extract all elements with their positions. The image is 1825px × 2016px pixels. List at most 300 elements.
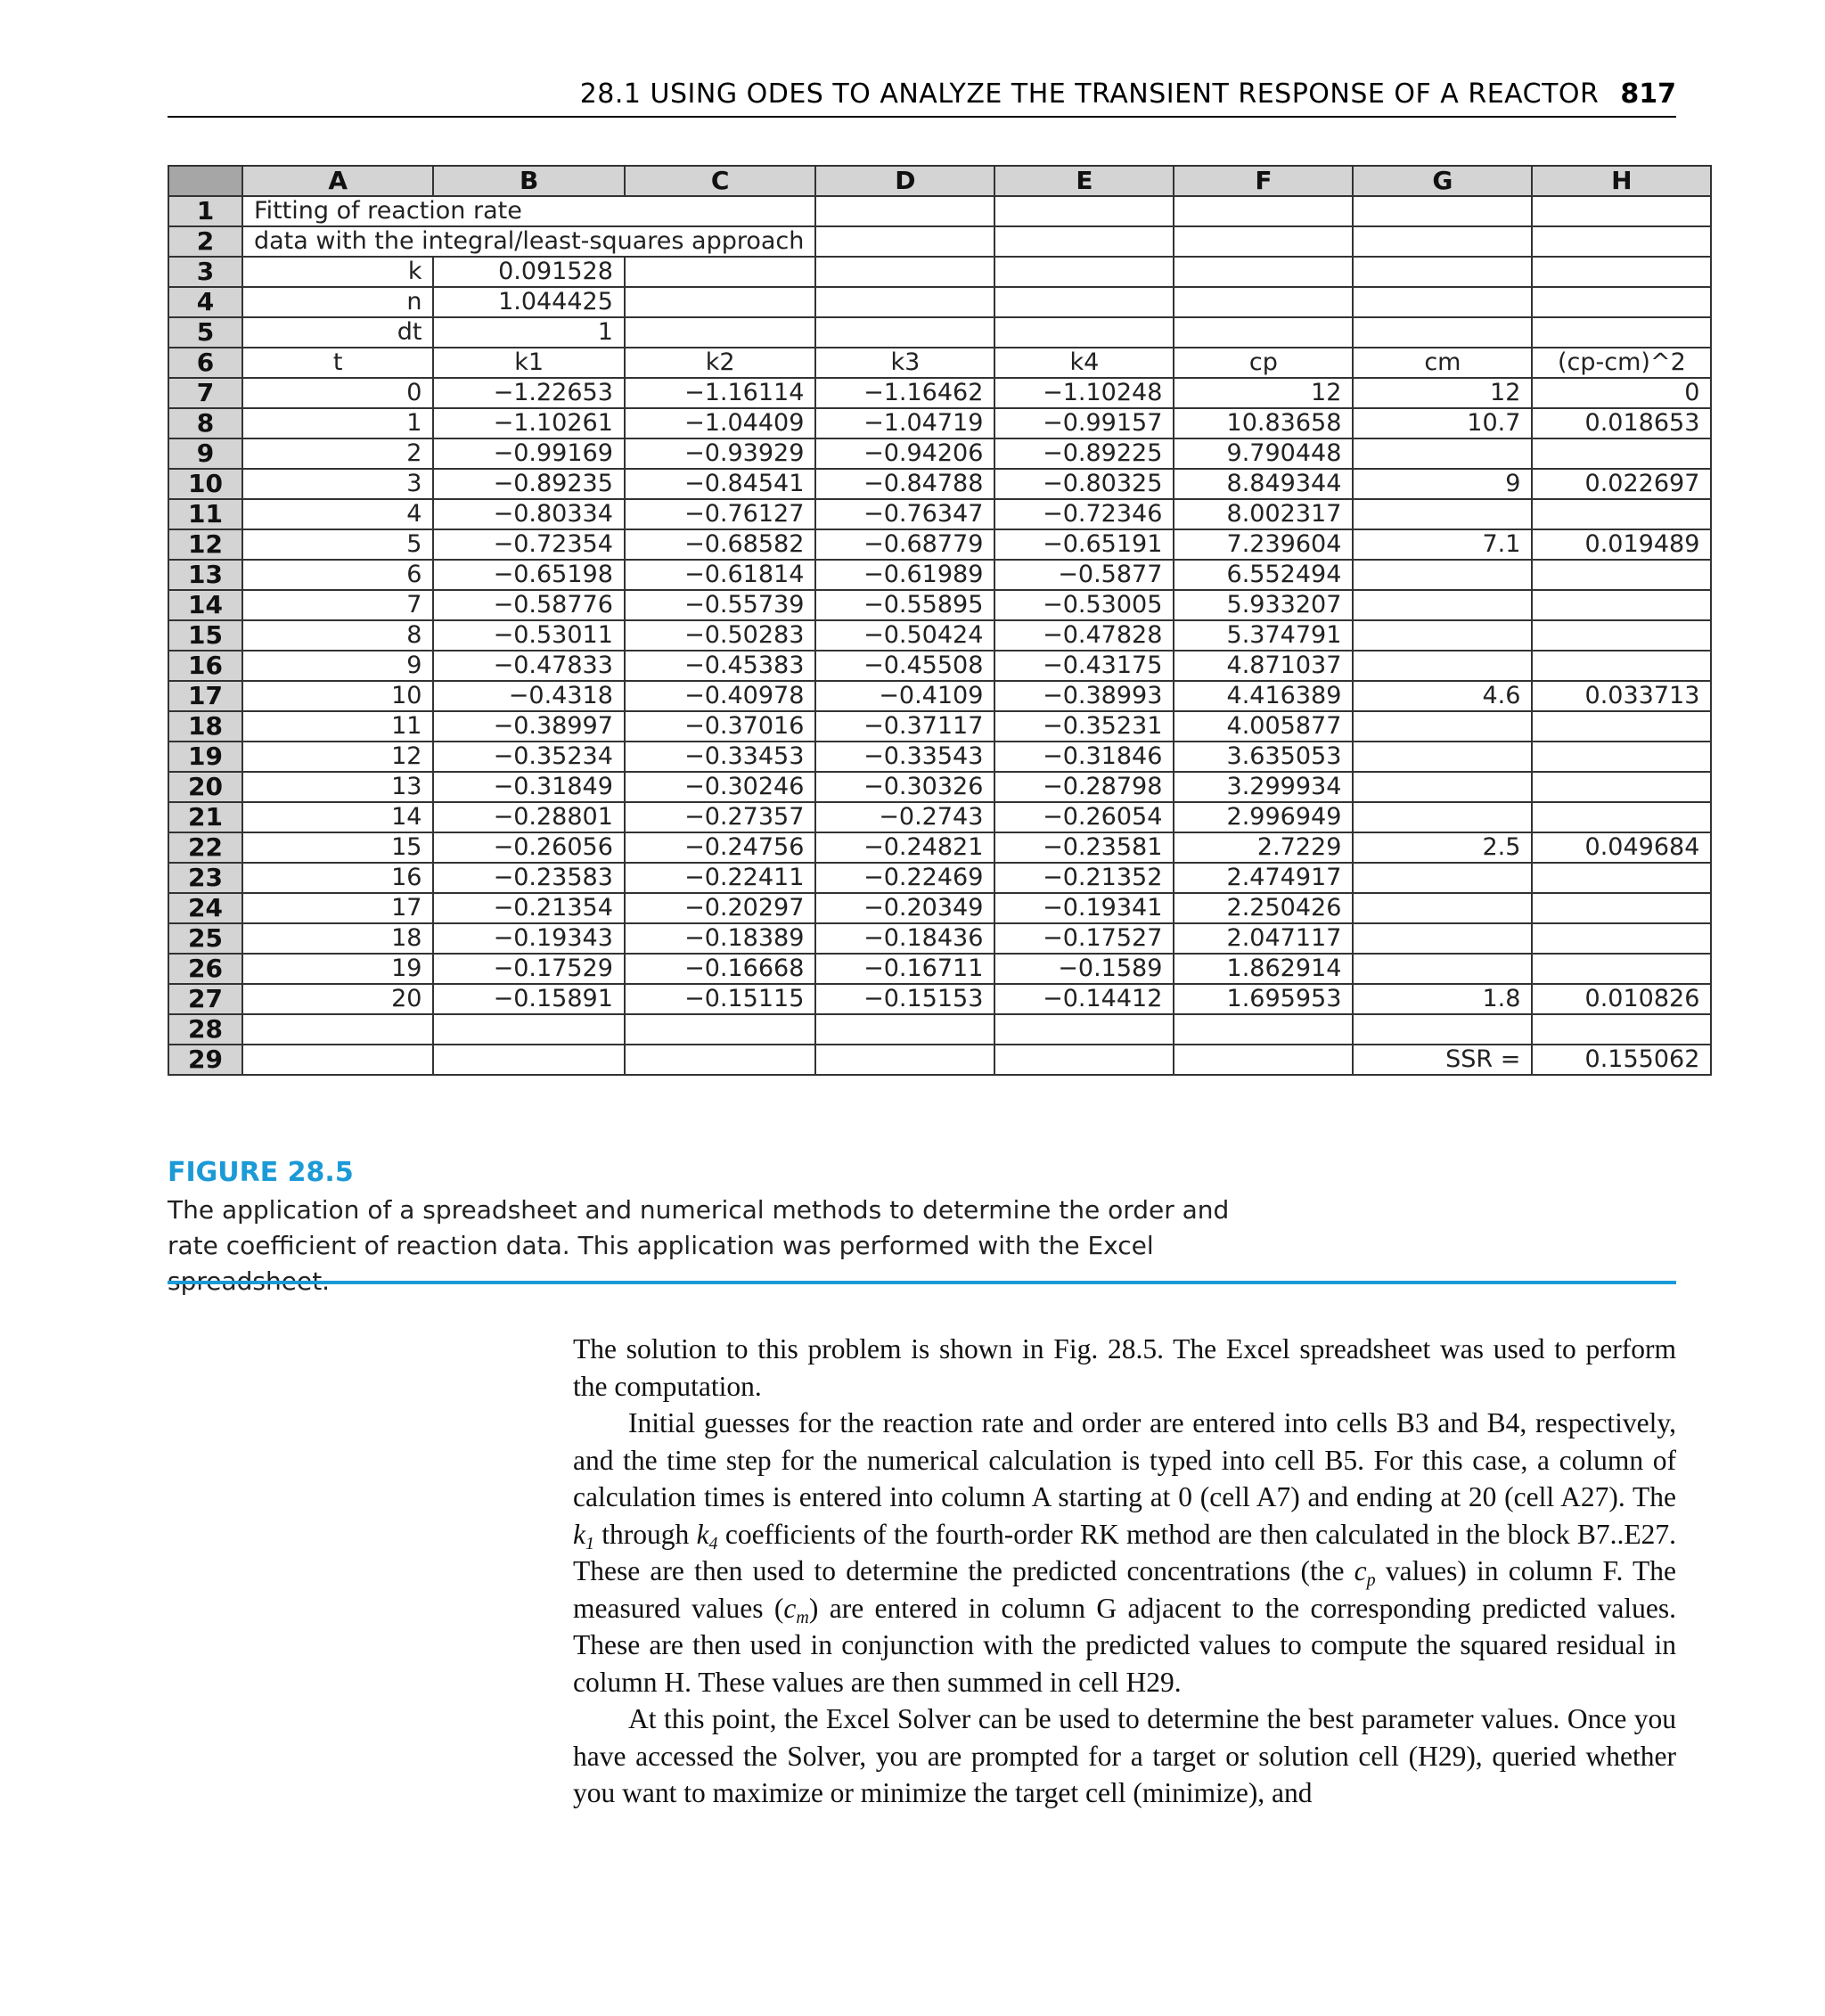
table-cell: 0 (242, 378, 433, 408)
table-cell: −0.1589 (994, 954, 1174, 984)
row-header: 2 (168, 226, 242, 257)
title-line-2: data with the integral/least-squares approach (242, 226, 815, 257)
table-cell: 10.83658 (1174, 408, 1353, 438)
empty-cell (1532, 590, 1711, 620)
table-cell: −0.24821 (815, 832, 994, 863)
symbol-k4: $k_4$ (696, 1518, 718, 1553)
column-label: cp (1174, 348, 1353, 378)
empty-cell (1353, 711, 1532, 742)
paragraph-2-text-c: coefficients of the fourth-order RK method are then calculated in the block B7..E27. These are then used to determine the predicted concentrations (the (573, 1518, 1676, 1586)
table-cell: −0.15891 (433, 984, 624, 1014)
table-cell: 12 (242, 742, 433, 772)
table-row (168, 257, 1711, 287)
empty-cell (994, 257, 1174, 287)
column-label: k2 (625, 348, 815, 378)
row-header: 4 (168, 287, 242, 317)
symbol-k1: $k_1$ (573, 1518, 594, 1553)
empty-cell (994, 196, 1174, 226)
empty-cell (1174, 1045, 1353, 1075)
empty-cell (1353, 954, 1532, 984)
table-cell: 5 (242, 529, 433, 560)
table-cell: −0.4318 (433, 681, 624, 711)
table-cell: 0.033713 (1532, 681, 1711, 711)
empty-cell (1353, 499, 1532, 529)
empty-cell (1353, 560, 1532, 590)
table-cell: 6.552494 (1174, 560, 1353, 590)
table-cell: 3.299934 (1174, 772, 1353, 802)
paragraph-2-text-a: Initial guesses for the reaction rate and order are entered into cells B3 and B4, respectively, and the time step for the numerical calculation is typed into cell B5. For this case, a column of calculation times is entered into column A starting at 0 (cell A7) and ending at 20 (cell A27). The (573, 1407, 1676, 1512)
table-row (168, 560, 1711, 590)
row-header: 24 (168, 893, 242, 923)
table-cell: 1.695953 (1174, 984, 1353, 1014)
row-header: 13 (168, 560, 242, 590)
table-cell: 20 (242, 984, 433, 1014)
symbol-cm: $c_m$ (783, 1592, 809, 1627)
ssr-label: SSR = (1353, 1045, 1532, 1075)
row-header: 8 (168, 408, 242, 438)
empty-cell (815, 1014, 994, 1045)
empty-cell (1532, 954, 1711, 984)
table-row (168, 681, 1711, 711)
table-cell: 2 (242, 438, 433, 469)
table-row (168, 287, 1711, 317)
table-cell: −0.23581 (994, 832, 1174, 863)
table-cell: −0.27357 (625, 802, 815, 832)
table-row (168, 469, 1711, 499)
table-cell: 8.849344 (1174, 469, 1353, 499)
table-cell: 12 (1174, 378, 1353, 408)
empty-cell (1353, 1014, 1532, 1045)
row-header: 26 (168, 954, 242, 984)
table-row (168, 348, 1711, 378)
table-cell: 9 (242, 651, 433, 681)
column-header-d: D (815, 166, 994, 196)
chapter-section-title: 28.1 USING ODES TO ANALYZE THE TRANSIENT RESPONSE OF A REACTOR (579, 78, 1600, 110)
caption-divider (168, 1281, 1676, 1284)
table-cell: 1.8 (1353, 984, 1532, 1014)
table-cell: −0.53005 (994, 590, 1174, 620)
row-header: 10 (168, 469, 242, 499)
empty-cell (1532, 863, 1711, 893)
table-cell: −0.84541 (625, 469, 815, 499)
table-row (168, 408, 1711, 438)
table-cell: −0.30326 (815, 772, 994, 802)
table-cell: −0.5877 (994, 560, 1174, 590)
column-header-h: H (1532, 166, 1711, 196)
table-cell: 1 (242, 408, 433, 438)
table-cell: 4.871037 (1174, 651, 1353, 681)
table-cell: −0.31849 (433, 772, 624, 802)
table-cell: −0.31846 (994, 742, 1174, 772)
table-cell: −1.22653 (433, 378, 624, 408)
paragraph-2-text-b: through (593, 1518, 697, 1550)
row-header: 3 (168, 257, 242, 287)
column-header-f: F (1174, 166, 1353, 196)
table-cell: −1.10261 (433, 408, 624, 438)
row-header: 21 (168, 802, 242, 832)
empty-cell (625, 1045, 815, 1075)
empty-cell (1174, 226, 1353, 257)
table-cell: 10 (242, 681, 433, 711)
empty-cell (1532, 317, 1711, 348)
table-cell: −0.38993 (994, 681, 1174, 711)
table-cell: −0.68582 (625, 529, 815, 560)
column-label: t (242, 348, 433, 378)
empty-cell (1353, 923, 1532, 954)
empty-cell (242, 1014, 433, 1045)
table-cell: −0.24756 (625, 832, 815, 863)
empty-cell (625, 1014, 815, 1045)
empty-cell (1532, 651, 1711, 681)
table-cell: 4.6 (1353, 681, 1532, 711)
page-number: 817 (1620, 78, 1676, 110)
empty-cell (242, 1045, 433, 1075)
table-cell: −0.99157 (994, 408, 1174, 438)
table-cell: 15 (242, 832, 433, 863)
table-cell: 18 (242, 923, 433, 954)
table-cell: 0.018653 (1532, 408, 1711, 438)
row-header: 16 (168, 651, 242, 681)
table-cell: −0.14412 (994, 984, 1174, 1014)
table-cell: 3 (242, 469, 433, 499)
table-row (168, 226, 1711, 257)
table-cell: −0.17527 (994, 923, 1174, 954)
table-cell: 13 (242, 772, 433, 802)
table-cell: −0.16711 (815, 954, 994, 984)
table-cell: −0.76127 (625, 499, 815, 529)
table-cell: 4.416389 (1174, 681, 1353, 711)
table-cell: −0.50424 (815, 620, 994, 651)
table-cell: −0.47833 (433, 651, 624, 681)
table-cell: 0.049684 (1532, 832, 1711, 863)
row-header: 23 (168, 863, 242, 893)
table-cell: −0.17529 (433, 954, 624, 984)
table-cell: −0.68779 (815, 529, 994, 560)
row-header: 7 (168, 378, 242, 408)
row-header: 12 (168, 529, 242, 560)
paragraph-2 (573, 1405, 1676, 1700)
table-cell: 7.239604 (1174, 529, 1353, 560)
table-row (168, 954, 1711, 984)
empty-cell (1353, 590, 1532, 620)
empty-cell (1532, 257, 1711, 287)
table-cell: −0.28801 (433, 802, 624, 832)
table-row (168, 984, 1711, 1014)
table-cell: −0.35234 (433, 742, 624, 772)
row-header: 27 (168, 984, 242, 1014)
column-label: k3 (815, 348, 994, 378)
empty-cell (1174, 317, 1353, 348)
empty-cell (1353, 742, 1532, 772)
table-row (168, 196, 1711, 226)
table-cell: −0.28798 (994, 772, 1174, 802)
paragraph-3: At this point, the Excel Solver can be used to determine the best parameter values. Once you have accessed the Solver, you are prompted for a target or solution cell (H29), queried whether you want to maximize or minimize the target cell (minimize), and (573, 1703, 1676, 1808)
row-header: 11 (168, 499, 242, 529)
table-cell: −0.61814 (625, 560, 815, 590)
table-row (168, 499, 1711, 529)
table-row (168, 590, 1711, 620)
table-cell: −0.93929 (625, 438, 815, 469)
table-cell: −0.16668 (625, 954, 815, 984)
table-cell: −0.45508 (815, 651, 994, 681)
row-header: 22 (168, 832, 242, 863)
empty-cell (815, 287, 994, 317)
empty-cell (625, 257, 815, 287)
table-cell: −0.38997 (433, 711, 624, 742)
empty-cell (1174, 257, 1353, 287)
table-cell: −0.20297 (625, 893, 815, 923)
table-cell: 4.005877 (1174, 711, 1353, 742)
table-row (168, 529, 1711, 560)
table-cell: −1.04719 (815, 408, 994, 438)
table-cell: 2.250426 (1174, 893, 1353, 923)
table-cell: −0.20349 (815, 893, 994, 923)
empty-cell (1353, 226, 1532, 257)
param-value: 0.091528 (433, 257, 624, 287)
table-row (168, 317, 1711, 348)
column-label: (cp-cm)^2 (1532, 348, 1711, 378)
ssr-value: 0.155062 (1532, 1045, 1711, 1075)
row-header: 25 (168, 923, 242, 954)
table-cell: −0.55739 (625, 590, 815, 620)
table-cell: 16 (242, 863, 433, 893)
empty-cell (815, 226, 994, 257)
table-cell: −0.43175 (994, 651, 1174, 681)
table-cell: 0.022697 (1532, 469, 1711, 499)
table-cell: 3.635053 (1174, 742, 1353, 772)
table-cell: −0.61989 (815, 560, 994, 590)
table-cell: 0 (1532, 378, 1711, 408)
empty-cell (1353, 651, 1532, 681)
table-cell: −0.18436 (815, 923, 994, 954)
table-cell: −0.37117 (815, 711, 994, 742)
table-cell: 2.996949 (1174, 802, 1353, 832)
table-row (168, 772, 1711, 802)
table-cell: 17 (242, 893, 433, 923)
row-header: 15 (168, 620, 242, 651)
table-cell: −0.22469 (815, 863, 994, 893)
spreadsheet-table (168, 165, 1712, 1076)
empty-cell (994, 287, 1174, 317)
empty-cell (1532, 923, 1711, 954)
empty-cell (994, 226, 1174, 257)
empty-cell (1174, 287, 1353, 317)
table-cell: −0.50283 (625, 620, 815, 651)
table-cell: −0.72354 (433, 529, 624, 560)
row-header: 6 (168, 348, 242, 378)
table-cell: −0.55895 (815, 590, 994, 620)
table-cell: 2.047117 (1174, 923, 1353, 954)
table-cell: −0.2743 (815, 802, 994, 832)
table-row (168, 1014, 1711, 1045)
row-header: 9 (168, 438, 242, 469)
table-cell: 8 (242, 620, 433, 651)
table-cell: 5.374791 (1174, 620, 1353, 651)
table-cell: −0.84788 (815, 469, 994, 499)
empty-cell (433, 1014, 624, 1045)
empty-cell (1532, 560, 1711, 590)
table-cell: 10.7 (1353, 408, 1532, 438)
table-cell: −0.18389 (625, 923, 815, 954)
table-cell: −0.65198 (433, 560, 624, 590)
table-cell: −0.21352 (994, 863, 1174, 893)
table-cell: −0.19343 (433, 923, 624, 954)
table-cell: −0.23583 (433, 863, 624, 893)
row-header: 5 (168, 317, 242, 348)
table-cell: −0.89235 (433, 469, 624, 499)
empty-cell (994, 317, 1174, 348)
empty-cell (1353, 257, 1532, 287)
empty-cell (1353, 317, 1532, 348)
column-label: cm (1353, 348, 1532, 378)
row-header: 1 (168, 196, 242, 226)
empty-cell (994, 1014, 1174, 1045)
figure-label: FIGURE 28.5 (168, 1157, 354, 1188)
empty-cell (815, 1045, 994, 1075)
column-label: k4 (994, 348, 1174, 378)
table-cell: −0.94206 (815, 438, 994, 469)
table-row (168, 620, 1711, 651)
table-cell: 14 (242, 802, 433, 832)
table-cell: 9 (1353, 469, 1532, 499)
empty-cell (1532, 438, 1711, 469)
title-line-1: Fitting of reaction rate (242, 196, 815, 226)
table-cell: 0.010826 (1532, 984, 1711, 1014)
param-value: 1 (433, 317, 624, 348)
paragraph-1: The solution to this problem is shown in Fig. 28.5. The Excel spreadsheet was used to perform the computation. (573, 1333, 1676, 1402)
table-cell: 9.790448 (1174, 438, 1353, 469)
empty-cell (1532, 196, 1711, 226)
row-header: 18 (168, 711, 242, 742)
empty-cell (625, 317, 815, 348)
row-header: 19 (168, 742, 242, 772)
table-row (168, 378, 1711, 408)
column-header-a: A (242, 166, 433, 196)
table-cell: 11 (242, 711, 433, 742)
param-label: k (242, 257, 433, 287)
empty-cell (1532, 893, 1711, 923)
empty-cell (1353, 893, 1532, 923)
table-cell: −0.89225 (994, 438, 1174, 469)
table-row (168, 651, 1711, 681)
empty-cell (433, 1045, 624, 1075)
param-value: 1.044425 (433, 287, 624, 317)
empty-cell (815, 257, 994, 287)
table-cell: −1.16462 (815, 378, 994, 408)
column-header-e: E (994, 166, 1174, 196)
column-header-c: C (625, 166, 815, 196)
empty-cell (1353, 196, 1532, 226)
empty-cell (1353, 772, 1532, 802)
empty-cell (1532, 742, 1711, 772)
empty-cell (815, 196, 994, 226)
table-row (168, 923, 1711, 954)
running-head (168, 78, 1676, 118)
table-cell: −0.15153 (815, 984, 994, 1014)
table-cell: −0.30246 (625, 772, 815, 802)
param-label: dt (242, 317, 433, 348)
column-header-row (168, 166, 1711, 196)
table-row (168, 802, 1711, 832)
table-cell: 12 (1353, 378, 1532, 408)
empty-cell (1353, 620, 1532, 651)
table-cell: −0.35231 (994, 711, 1174, 742)
param-label: n (242, 287, 433, 317)
table-row (168, 742, 1711, 772)
table-cell: 2.5 (1353, 832, 1532, 863)
row-header: 29 (168, 1045, 242, 1075)
empty-cell (1532, 620, 1711, 651)
table-cell: −0.21354 (433, 893, 624, 923)
table-cell: 7 (242, 590, 433, 620)
empty-cell (994, 1045, 1174, 1075)
table-cell: 8.002317 (1174, 499, 1353, 529)
table-cell: −0.45383 (625, 651, 815, 681)
empty-cell (625, 287, 815, 317)
table-cell: −0.4109 (815, 681, 994, 711)
empty-cell (1353, 802, 1532, 832)
table-cell: −1.10248 (994, 378, 1174, 408)
table-cell: 6 (242, 560, 433, 590)
table-cell: −0.15115 (625, 984, 815, 1014)
row-header: 28 (168, 1014, 242, 1045)
table-cell: 2.7229 (1174, 832, 1353, 863)
table-row (168, 438, 1711, 469)
empty-cell (1353, 287, 1532, 317)
paragraph-2-text-e: ) are entered in column G adjacent to the corresponding predicted values. These are then used in conjunction with the predicted values to compute the squared residual in column H. These values are then summed in cell H29. (573, 1592, 1677, 1698)
table-row (168, 832, 1711, 863)
table-cell: −0.26054 (994, 802, 1174, 832)
empty-cell (1532, 772, 1711, 802)
column-header-g: G (1353, 166, 1532, 196)
table-cell: −0.53011 (433, 620, 624, 651)
table-cell: −0.72346 (994, 499, 1174, 529)
table-cell: −0.40978 (625, 681, 815, 711)
figure-caption: The application of a spreadsheet and numerical methods to determine the order and rate coefficient of reaction data. This application was performed with the Excel spreadsheet. (168, 1195, 1230, 1296)
empty-cell (1174, 196, 1353, 226)
empty-cell (1353, 438, 1532, 469)
table-row (168, 1045, 1711, 1075)
row-header: 14 (168, 590, 242, 620)
table-cell: 1.862914 (1174, 954, 1353, 984)
table-cell: −0.80334 (433, 499, 624, 529)
table-cell: −0.22411 (625, 863, 815, 893)
table-row (168, 711, 1711, 742)
table-cell: −1.16114 (625, 378, 815, 408)
body-text (573, 1331, 1676, 1812)
table-cell: −0.19341 (994, 893, 1174, 923)
table-cell: −0.26056 (433, 832, 624, 863)
table-cell: 4 (242, 499, 433, 529)
row-header: 20 (168, 772, 242, 802)
empty-cell (1532, 1014, 1711, 1045)
table-cell: −0.33453 (625, 742, 815, 772)
table-row (168, 893, 1711, 923)
table-cell: −0.58776 (433, 590, 624, 620)
table-cell: −0.80325 (994, 469, 1174, 499)
row-header: 17 (168, 681, 242, 711)
symbol-cp: $c_p$ (1354, 1555, 1376, 1590)
table-cell: −0.76347 (815, 499, 994, 529)
table-cell: −0.33543 (815, 742, 994, 772)
empty-cell (1532, 226, 1711, 257)
table-cell: −0.37016 (625, 711, 815, 742)
empty-cell (815, 317, 994, 348)
empty-cell (1532, 287, 1711, 317)
column-label: k1 (433, 348, 624, 378)
table-cell: 0.019489 (1532, 529, 1711, 560)
table-cell: −0.47828 (994, 620, 1174, 651)
